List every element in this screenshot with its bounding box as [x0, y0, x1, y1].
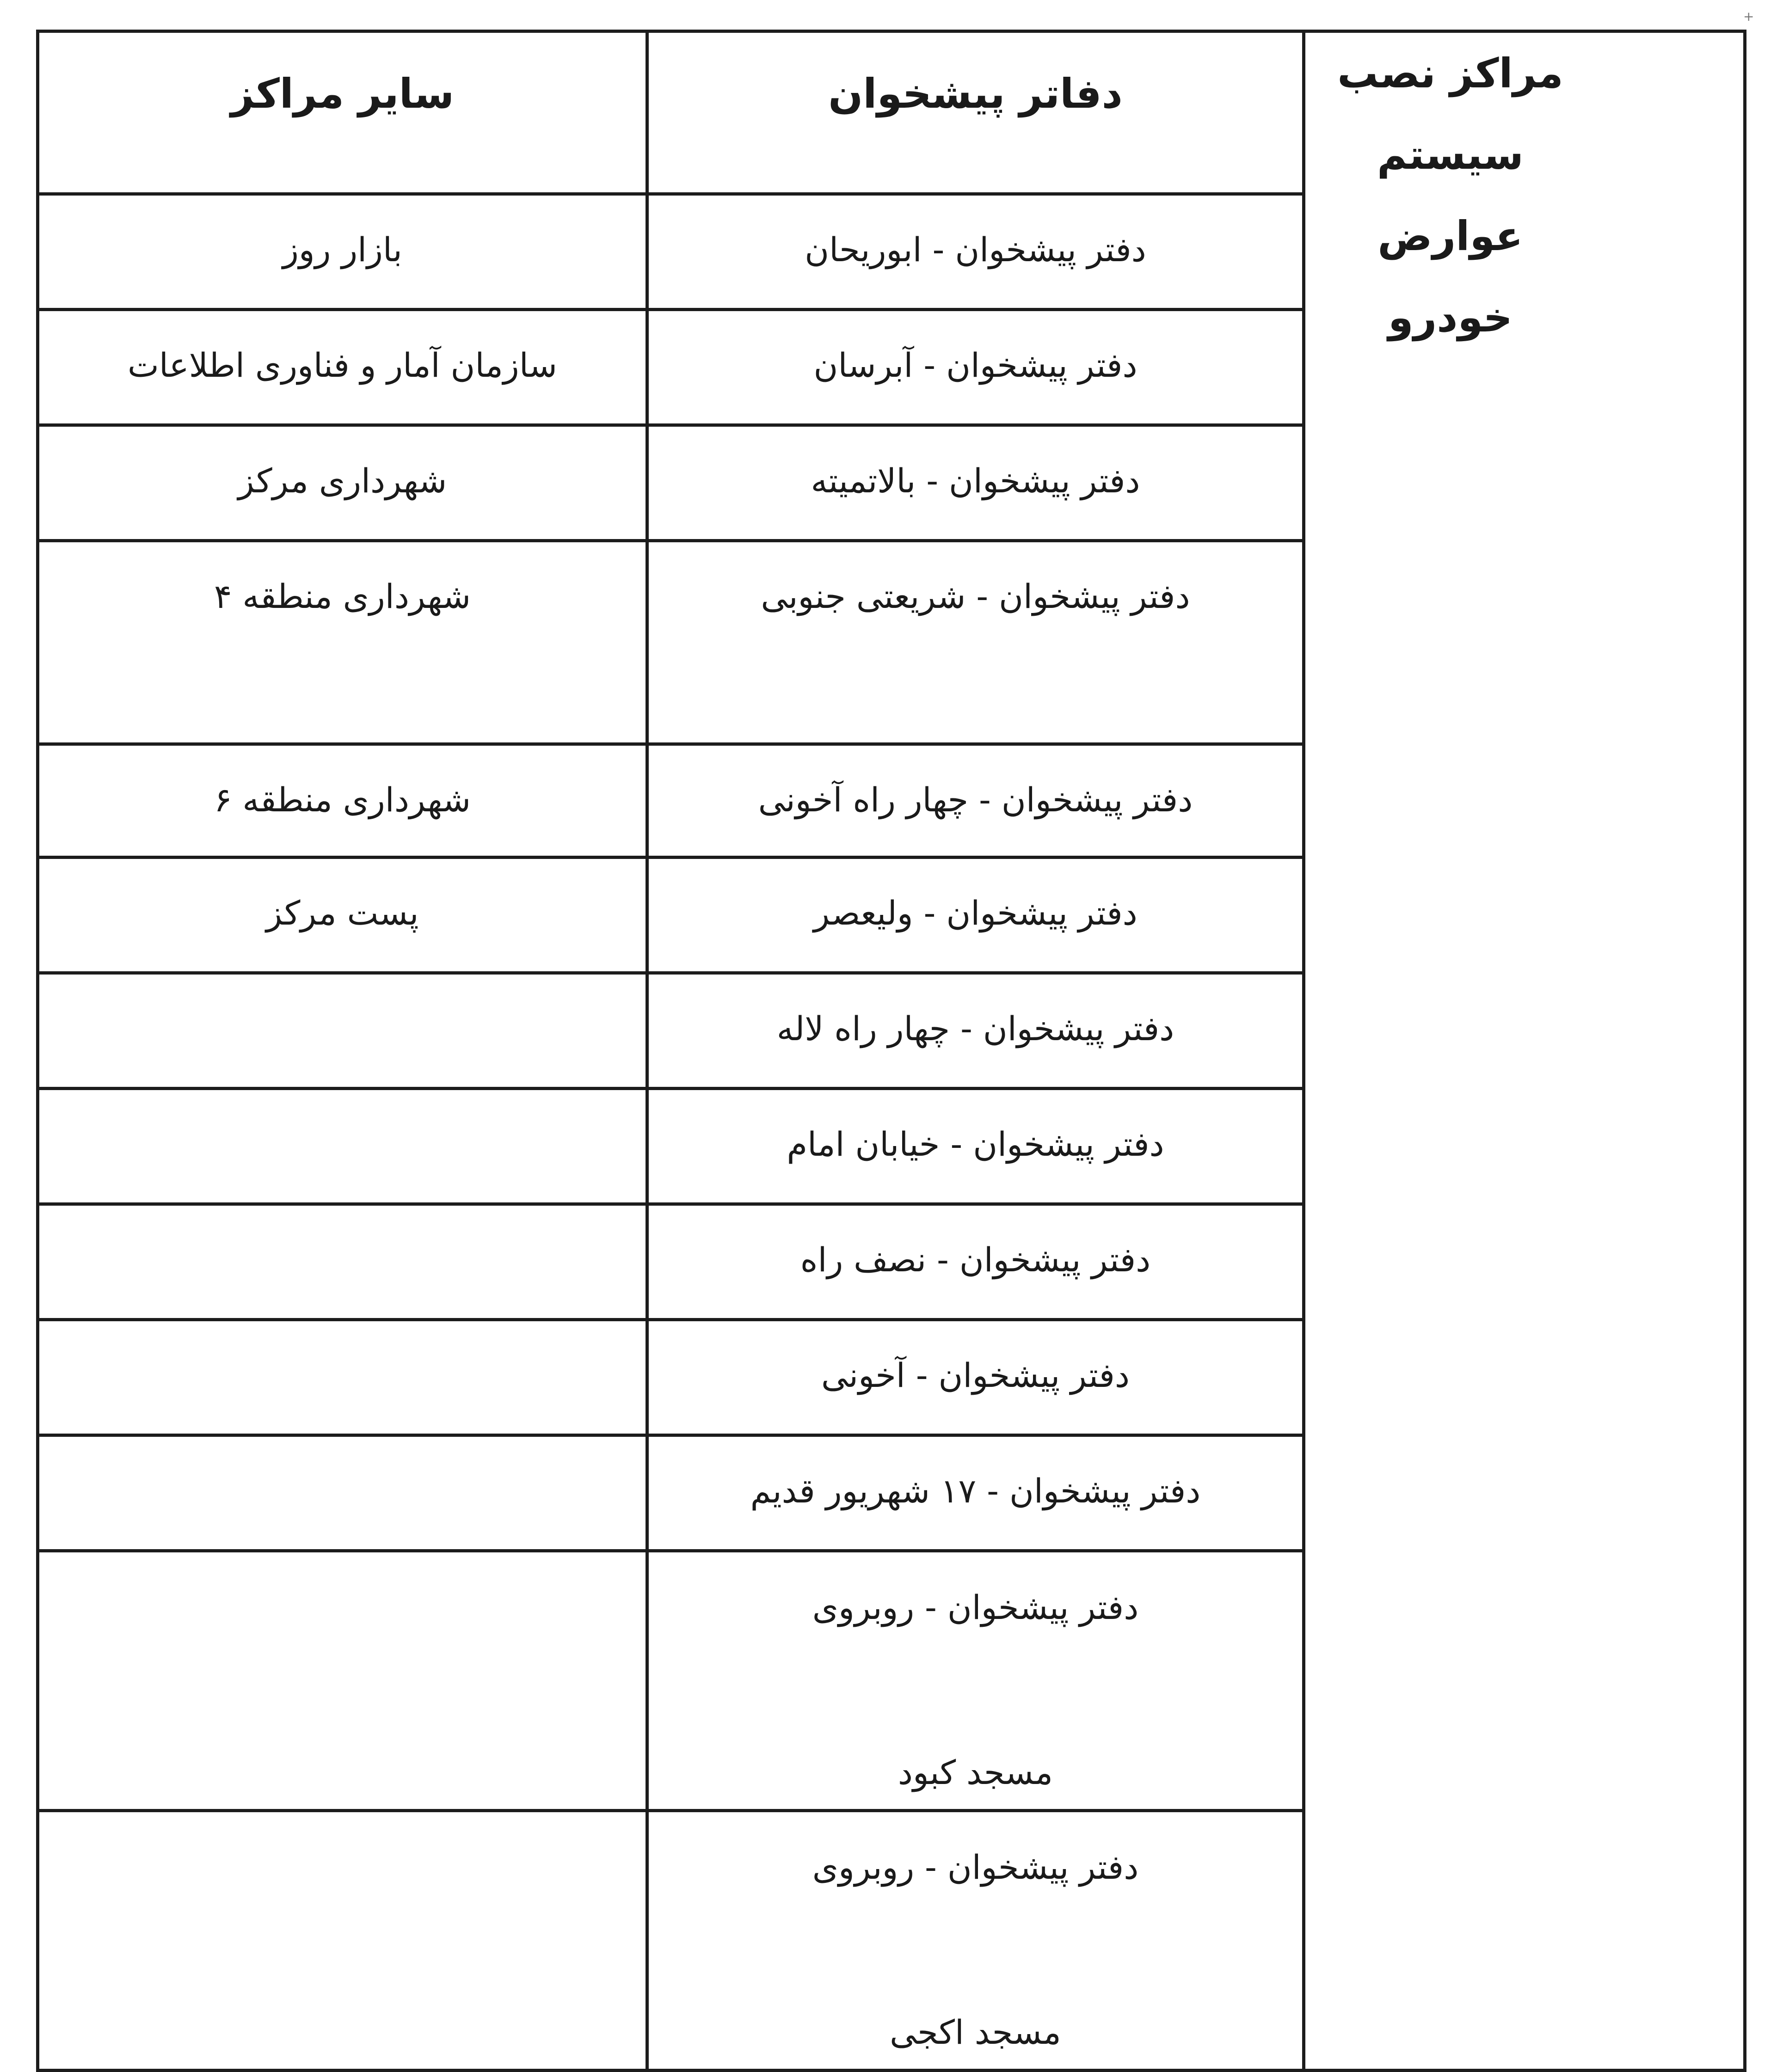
office-label: دفتر پیشخوان - ۱۷ شهریور قدیم [750, 1471, 1201, 1510]
office-cell [647, 1435, 1304, 1551]
office-cell [647, 858, 1304, 973]
office-label: دفتر پیشخوان - شریعتی جنوبی [761, 577, 1190, 616]
installation-centers-table [36, 30, 1746, 2072]
header-other-centers-label: سایر مراکز [230, 70, 455, 117]
office-cell [647, 310, 1304, 425]
other-center-label: شهرداری مرکز [238, 461, 447, 500]
title-line-1: مراکز نصب [1337, 49, 1563, 97]
other-center-cell [38, 1204, 647, 1320]
office-cell [647, 1204, 1304, 1320]
office-label-line-1: دفتر پیشخوان - روبروی [812, 1848, 1139, 1887]
office-label: دفتر پیشخوان - بالاتمیته [811, 461, 1140, 500]
other-center-cell [38, 1320, 647, 1435]
other-center-cell [38, 1089, 647, 1204]
office-label-line-2: مسجد اکجی [890, 2012, 1061, 2052]
office-label-line-2: مسجد کبود [898, 1753, 1053, 1792]
office-cell [647, 194, 1304, 310]
other-center-cell [38, 973, 647, 1089]
office-cell [647, 744, 1304, 858]
other-center-label: بازار روز [283, 230, 402, 269]
title-line-3: خودرو [1388, 294, 1513, 341]
office-label: دفتر پیشخوان - آبرسان [813, 346, 1138, 385]
other-center-cell [38, 310, 647, 425]
header-counter-offices-label: دفاتر پیشخوان [828, 70, 1123, 117]
office-label-line-1: دفتر پیشخوان - روبروی [812, 1588, 1139, 1627]
title-text [1305, 33, 1743, 358]
title-line-2: سیستم عوارض [1377, 131, 1524, 260]
other-center-cell [38, 1811, 647, 2071]
header-other-centers [38, 31, 647, 194]
office-cell [647, 1320, 1304, 1435]
other-center-cell [38, 1551, 647, 1811]
other-center-cell [38, 744, 647, 858]
office-cell [647, 425, 1304, 541]
office-label: دفتر پیشخوان - چهار راه آخونی [758, 780, 1193, 819]
other-center-label: پست مرکز [266, 894, 419, 932]
header-row [38, 31, 1745, 194]
other-center-cell [38, 858, 647, 973]
header-counter-offices [647, 31, 1304, 194]
office-label: دفتر پیشخوان - ابوریحان [805, 230, 1146, 269]
title-cell [1304, 31, 1745, 2071]
office-cell [647, 1089, 1304, 1204]
office-label: دفتر پیشخوان - چهار راه لاله [776, 1009, 1174, 1048]
other-center-cell [38, 1435, 647, 1551]
other-center-cell [38, 425, 647, 541]
other-center-label: شهرداری منطقه ۴ [214, 577, 471, 616]
other-center-cell [38, 194, 647, 310]
other-center-cell [38, 541, 647, 744]
crop-mark: + [1743, 9, 1754, 24]
other-center-label: شهرداری منطقه ۶ [214, 780, 471, 819]
office-label [649, 1831, 1302, 2069]
office-label: دفتر پیشخوان - آخونی [821, 1356, 1130, 1395]
office-label: دفتر پیشخوان - خیابان امام [787, 1125, 1164, 1164]
office-label: دفتر پیشخوان - ولیعصر [813, 894, 1138, 932]
office-cell [647, 541, 1304, 744]
office-cell [647, 973, 1304, 1089]
office-label [649, 1571, 1302, 1809]
office-cell [647, 1551, 1304, 1811]
office-label: دفتر پیشخوان - نصف راه [800, 1240, 1151, 1279]
other-center-label: سازمان آمار و فناوری اطلاعات [128, 346, 557, 385]
office-cell [647, 1811, 1304, 2071]
